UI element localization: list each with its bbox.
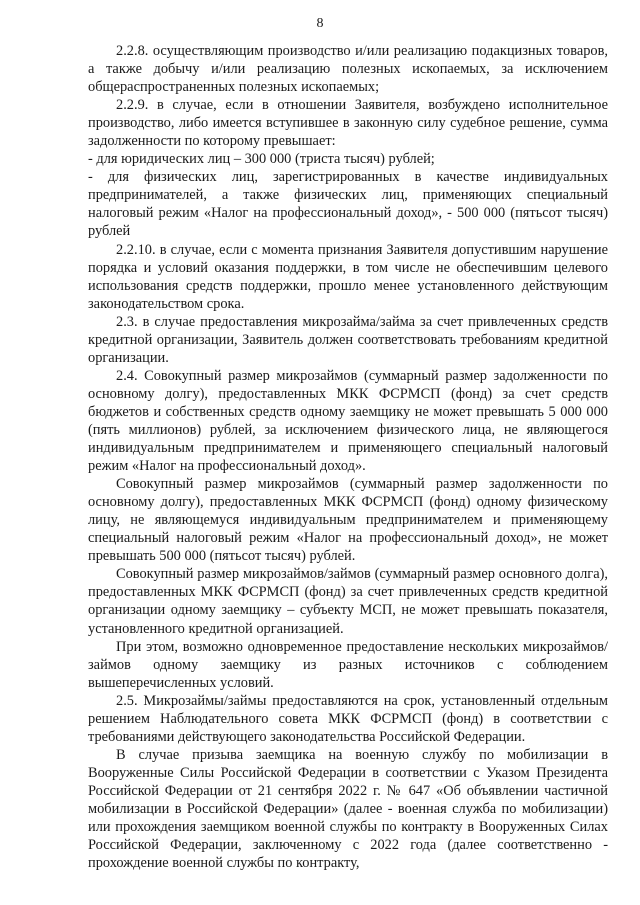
paragraph-2-2-8: 2.2.8. осуществляющим производство и/или реализацию подакцизных товаров, а также добычу и/или реализацию полезных ископаемых, за исключением общераспространенных полезных ископаемых;	[88, 43, 608, 96]
paragraph-mobilization: В случае призыва заемщика на военную службу по мобилизации в Вооруженные Силы Российской Федерации в соответствии с Указом Президента Российской Федерации от 21 сентября 2022 г. № 647 «Об объявлении частичной мобилизации в Российской Федерации» (далее - военная служба по мобилизации) или прохождения заемщиком военной службы по контракту в Вооруженных Силах Российской Федерации, заключенному с 2022 года (далее соответственно - прохождение военной службы по контракту,	[88, 746, 608, 872]
paragraph-2-3: 2.3. в случае предоставления микрозайма/займа за счет привлеченных средств кредитной организации, Заявитель должен соответствовать требованиям кредитной организации.	[88, 313, 608, 366]
paragraph-total-individual: Совокупный размер микрозаймов (суммарный размер задолженности по основному долгу), предоставленных МКК ФСРМСП (фонд) одному физическому лицу, не являющемуся индивидуальным предпринимателем и применяющему специальный налоговый режим «Налог на профессиональный доход», не может превышать 500 000 (пятьсот тысяч) рублей.	[88, 476, 608, 565]
paragraph-2-2-9: 2.2.9. в случае, если в отношении Заявителя, возбуждено исполнительное производство, либо имеется вступившее в законную силу судебное решение, сумма задолженности по которому превышает:	[88, 97, 608, 150]
paragraph-2-2-10: 2.2.10. в случае, если с момента признания Заявителя допустившим нарушение порядка и условий оказания поддержки, в том числе не обеспечившим целевого использования средств поддержки, прошло менее установленного действующим законодательством срока.	[88, 241, 608, 312]
list-item-individuals: - для физических лиц, зарегистрированных в качестве индивидуальных предпринимателей, а также физических лиц, применяющих специальный налоговый режим «Налог на профессиональный доход», - 500 000 (пятьсот тысяч) рублей	[88, 169, 608, 240]
page-number: 8	[316, 16, 324, 31]
paragraph-2-4: 2.4. Совокупный размер микрозаймов (суммарный размер задолженности по основному долгу), предоставленных МКК ФСРМСП (фонд) за счет средств бюджетов и собственных средств одному заемщику не может превышать 5 000 000 (пять миллионов) рублей, за исключением физического лица, не являющегося индивидуальным предпринимателем и применяющего специальный налоговый режим «Налог на профессиональный доход».	[88, 367, 608, 475]
list-item-legal-entities: - для юридических лиц – 300 000 (триста тысяч) рублей;	[88, 151, 435, 168]
paragraph-2-5: 2.5. Микрозаймы/займы предоставляются на срок, установленный отдельным решением Наблюдательного совета МКК ФСРМСП (фонд) в соответствии с требованиями действующего законодательства Российской Федерации.	[88, 692, 608, 745]
paragraph-simultaneous: При этом, возможно одновременное предоставление нескольких микрозаймов/займов одному заемщику из разных источников с соблюдением вышеперечисленных условий.	[88, 638, 608, 691]
paragraph-total-credit-org: Совокупный размер микрозаймов/займов (суммарный размер основного долга), предоставленных МКК ФСРМСП (фонд) за счет привлеченных средств кредитной организации одному заемщику – субъекту МСП, не может превышать показателя, установленного кредитной организацией.	[88, 566, 608, 637]
document-body	[88, 42, 608, 872]
